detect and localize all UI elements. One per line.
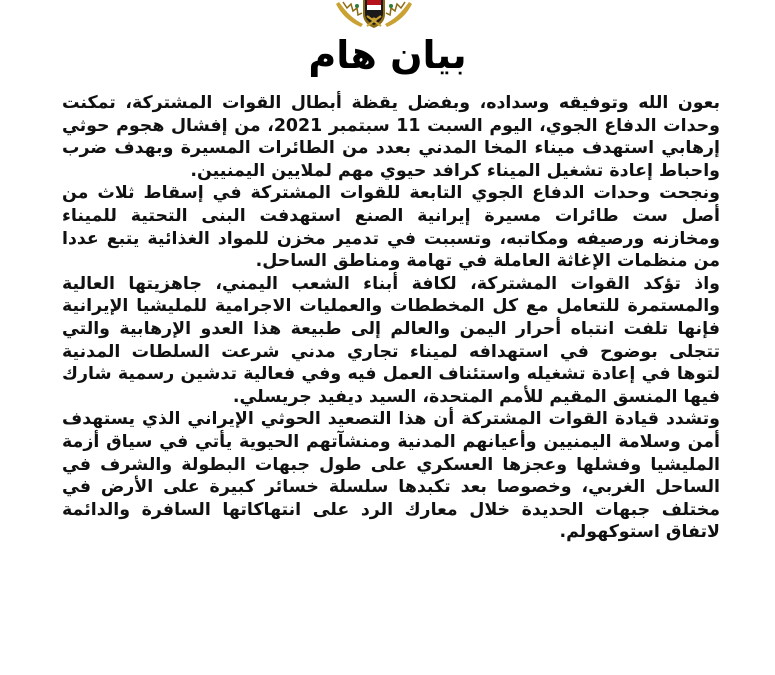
statement-body <box>62 92 720 544</box>
paragraph: ونجحت وحدات الدفاع الجوي التابعة للقوات المشتركة في إسقاط ثلاث من أصل ست طائرات مسيرة إيرانية الصنع استهدفت البنى التحتية للميناء ومخازنه ورصيفه ومكاتبه، وتسببت في تدمير مخزن للمواد الغذائية يتبع عددا من منظمات الإغاثة العاملة في تهامة ومناطق الساحل. <box>62 183 720 272</box>
paragraph: بعون الله وتوفيقه وسداده، وبفضل يقظة أبطال القوات المشتركة، تمكنت وحدات الدفاع الجوي، اليوم السبت 11 سبتمبر 2021، من إفشال هجوم حوثي إرهابي استهدف ميناء المخا المدني بعدد من الطائرات المسيرة وبهدف ضرب واحباط إعادة تشغيل الميناء كرافد حيوي مهم لملايين اليمنيين. <box>62 93 720 181</box>
page-title: بيان هام <box>308 33 467 77</box>
paragraph: واذ تؤكد القوات المشتركة، لكافة أبناء الشعب اليمني، جاهزيتها العالية والمستمرة للتعامل مع كل المخططات والعمليات الاجرامية للمليشيا الإيرانية فإنها تلفت انتباه أحرار اليمن والعالم إلى طبيعة هذا العدو الإرهابية والتي تتجلى بوضوح في استهدافه لميناء تجاري مدني شرعت السلطات المدنية لتوها في إعادة تشغيله واستئناف العمل فيه وفي فعالية تدشين رسمية شارك فيها المنسق المقيم للأمم المتحدة، السيد ديفيد جريسلي. <box>62 273 720 407</box>
paragraph: وتشدد قيادة القوات المشتركة أن هذا التصعيد الحوثي الإيراني الذي يستهدف أمن وسلامة اليمنيين وأعيانهم المدنية ومنشآتهم الحيوية يأتي في سياق أزمة المليشيا وفشلها وعجزها العسكري على طول جبهات البطولة والشرف في الساحل الغربي، وخصوصا بعد تكبدها سلسلة خسائر كبيرة على الأرض في مختلف جبهات الحديدة خلال معارك الرد على انتهاكاتها السافرة والدائمة لاتفاق استوكهولم. <box>62 409 720 543</box>
emblem-logo-icon <box>333 0 415 30</box>
